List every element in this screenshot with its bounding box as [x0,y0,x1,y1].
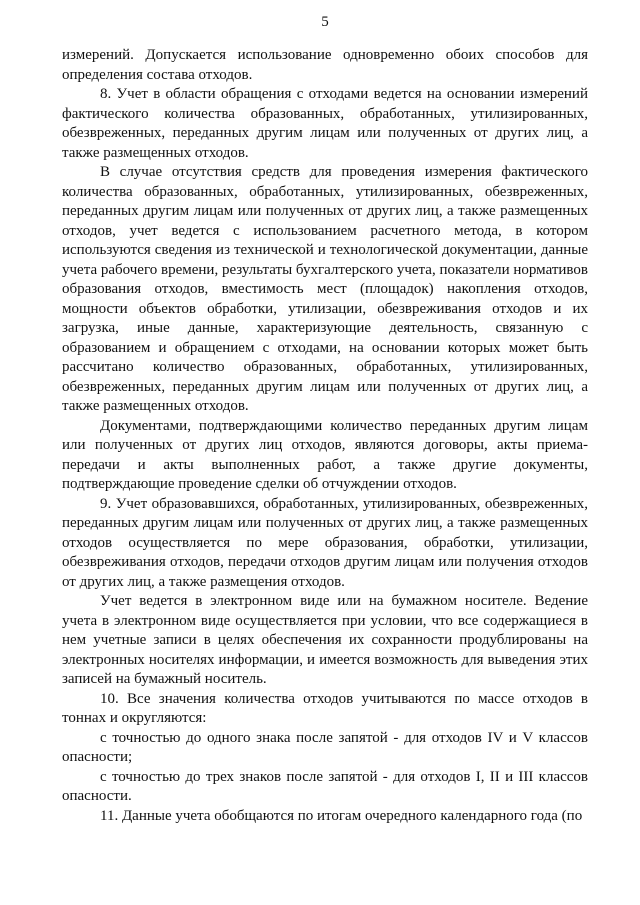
paragraph-rounding-i-iii: с точностью до трех знаков после запятой - для отходов I, II и III классов опасности. [62,768,588,804]
paragraph-supporting-documents: Документами, подтверждающими количество переданных другим лицам или полученных от других лиц отходов, являются договоры, акты приема-передачи и акты выполненных работ, а также другие документы, подтверждающие проведение сделки об отчуждении отходов. [62,417,588,492]
document-body [62,46,588,826]
paragraph-clause-10: 10. Все значения количества отходов учитываются по массе отходов в тоннах и округляются: [62,690,588,726]
paragraph-calculation-method: В случае отсутствия средств для проведения измерения фактического количества образованных, обработанных, утилизированных, обезвреженных, переданных другим лицам или полученных от других лиц, а также размещенных отходов, учет ведется с использованием расчетного метода, в котором используются сведения из технической и технологической документации, данные учета рабочего времени, результаты бухгалтерского учета, показатели нормативов образования отходов, вместимость мест (площадок) накопления отходов, мощности объектов обработки, утилизации, обезвреживания отходов и их загрузка, иные данные, характеризующие деятельность, связанную с образованием и обращением с отходами, на основании которых может быть рассчитано количество образованных, обработанных, утилизированных, обезвреженных, переданных другим лицам или полученных от других лиц, а также размещенных отходов. [62,164,588,414]
paragraph-continuation: измерений. Допускается использование одновременно обоих способов для определения состава отходов. [62,47,588,83]
paragraph-clause-9: 9. Учет образовавшихся, обработанных, утилизированных, обезвреженных, переданных другим лицам или полученных от других лиц, а также размещенных отходов осуществляется по мере образования, обработки, утилизации, обезвреживания отходов, передачи отходов другим лицам или получения отходов от других лиц, а также размещения отходов. [62,495,588,590]
page-number: 5 [321,14,329,30]
paragraph-electronic-records: Учет ведется в электронном виде или на бумажном носителе. Ведение учета в электронном виде осуществляется при условии, что все содержащиеся в нем учетные записи в целях обеспечения их сохранности продублированы на электронных носителях информации, и имеется возможность для выведения этих записей на бумажный носитель. [62,593,588,687]
paragraph-clause-8: 8. Учет в области обращения с отходами ведется на основании измерений фактического количества образованных, обработанных, утилизированных, обезвреженных, переданных другим лицам или полученных от других лиц, а также размещенных отходов. [62,86,588,161]
paragraph-clause-11: 11. Данные учета обобщаются по итогам очередного календарного года (по [100,807,583,824]
paragraph-rounding-iv-v: с точностью до одного знака после запятой - для отходов IV и V классов опасности; [62,729,588,765]
